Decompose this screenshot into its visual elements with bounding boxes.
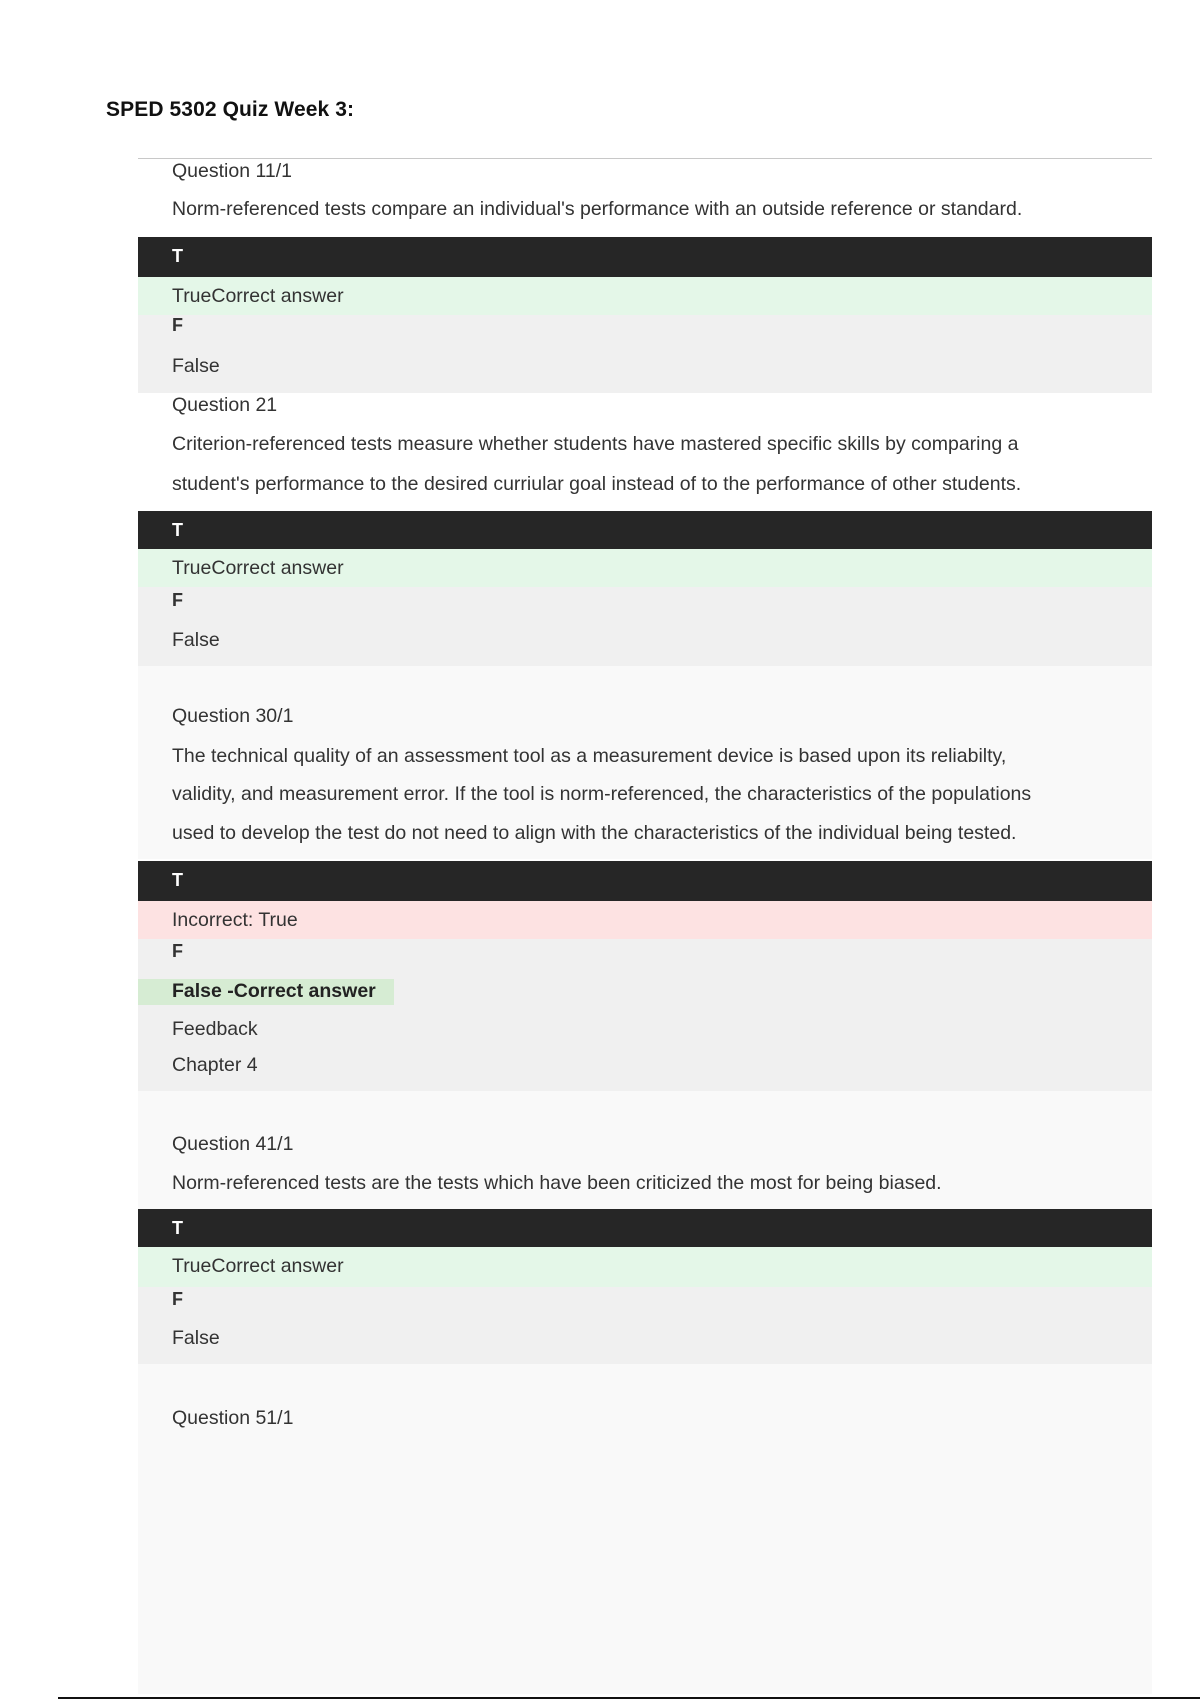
option-text: False	[172, 629, 220, 651]
option-false[interactable]	[138, 315, 1152, 393]
question-header: Question 30/1	[172, 705, 294, 727]
question-text: student's performance to the desired curriular goal instead of to the performance of other students.	[172, 473, 1022, 495]
question-header: Question 21	[172, 394, 278, 416]
answer-bar	[138, 237, 1152, 277]
option-text: Incorrect: True	[172, 909, 298, 931]
option-true-correct[interactable]	[138, 549, 1152, 587]
answer-bar-label: T	[172, 520, 183, 540]
question-text: The technical quality of an assessment tool as a measurement device is based upon its reliabilty,	[172, 745, 1007, 767]
option-false-correct[interactable]	[138, 939, 1152, 1091]
question-header: Question 41/1	[172, 1133, 294, 1155]
question-header: Question 51/1	[172, 1407, 294, 1429]
answer-bar-label: T	[172, 1218, 183, 1238]
question-header: Question 11/1	[172, 160, 292, 182]
feedback-text: Chapter 4	[172, 1054, 258, 1076]
question-text: Norm-referenced tests are the tests which have been criticized the most for being biased.	[172, 1172, 942, 1194]
option-false[interactable]	[138, 1287, 1152, 1364]
option-text: TrueCorrect answer	[172, 285, 344, 307]
feedback-label: Feedback	[172, 1018, 258, 1040]
answer-bar-label: T	[172, 246, 183, 266]
question-text: Norm-referenced tests compare an individual's performance with an outside reference or standard.	[172, 198, 1023, 220]
option-letter: F	[172, 1289, 183, 1309]
question-text: validity, and measurement error. If the tool is norm-referenced, the characteristics of the populations	[172, 783, 1032, 805]
option-letter: F	[172, 315, 183, 335]
document-title: SPED 5302 Quiz Week 3:	[106, 98, 355, 121]
option-true-correct[interactable]	[138, 1247, 1152, 1287]
option-text: TrueCorrect answer	[172, 557, 344, 579]
option-text: False	[172, 1327, 220, 1349]
option-true-incorrect[interactable]	[138, 901, 1152, 939]
question-text: used to develop the test do not need to align with the characteristics of the individual being tested.	[172, 822, 1017, 844]
option-letter: F	[172, 590, 183, 610]
answer-bar	[138, 511, 1152, 549]
answer-bar-label: T	[172, 870, 183, 890]
answer-bar	[138, 1209, 1152, 1247]
option-text: False -Correct answer	[172, 980, 376, 1002]
option-text: TrueCorrect answer	[172, 1255, 344, 1277]
page-bottom-rule	[58, 1697, 1200, 1699]
title-divider	[138, 158, 1152, 159]
option-true-correct[interactable]	[138, 277, 1152, 315]
option-letter: F	[172, 941, 183, 961]
option-text: False	[172, 355, 220, 377]
answer-bar	[138, 861, 1152, 901]
option-false[interactable]	[138, 587, 1152, 666]
question-text: Criterion-referenced tests measure whether students have mastered specific skills by comparing a	[172, 433, 1019, 455]
